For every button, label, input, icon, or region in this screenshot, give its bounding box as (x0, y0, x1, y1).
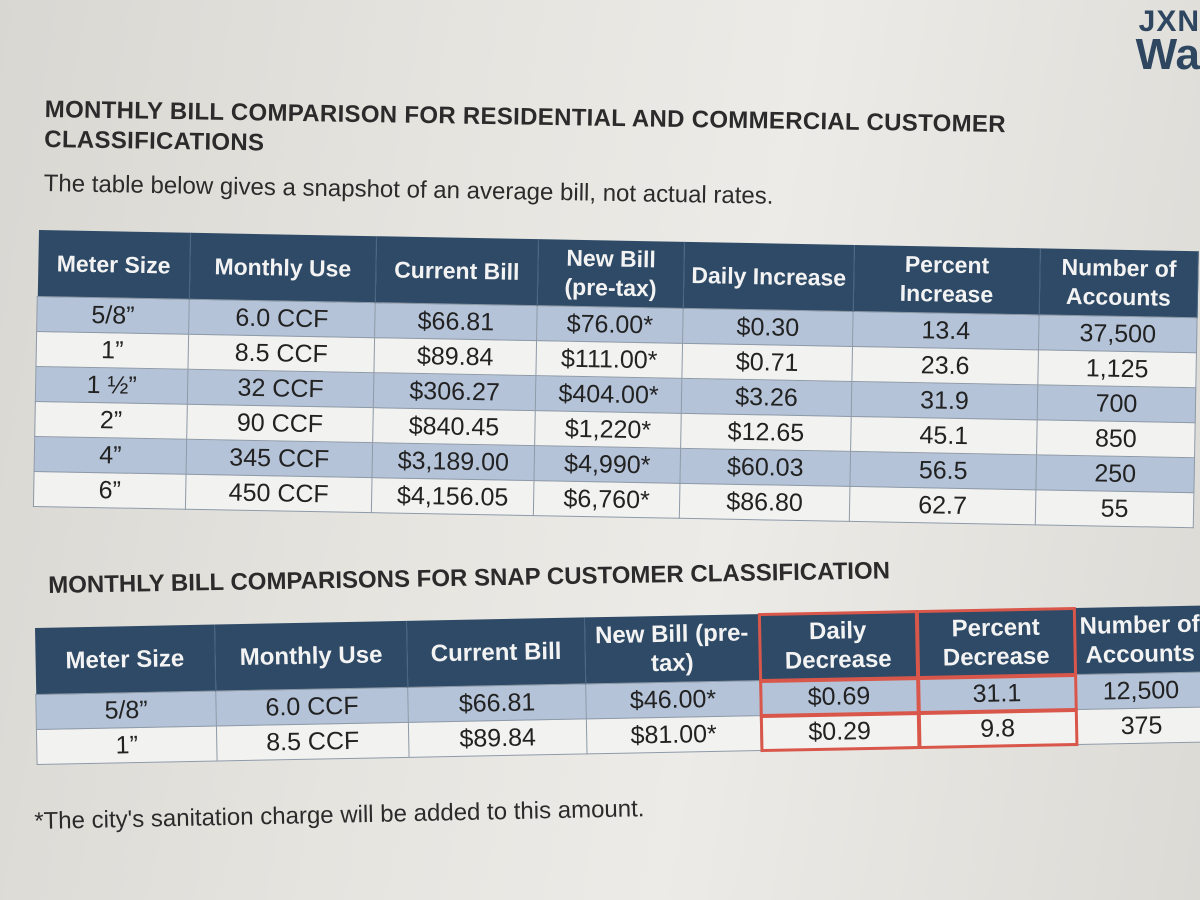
table-cell: 62.7 (849, 486, 1036, 524)
table-cell: $86.80 (679, 483, 850, 521)
table-cell: $3.26 (681, 378, 852, 416)
table-cell: 700 (1037, 385, 1196, 423)
table-cell: 1” (36, 331, 189, 369)
column-header: Meter Size (34, 625, 215, 695)
table-cell: 850 (1037, 420, 1196, 458)
table-cell: $840.45 (373, 408, 536, 446)
table-cell: 6.0 CCF (189, 299, 376, 337)
table-body (33, 296, 1197, 527)
table-cell: 8.5 CCF (188, 334, 375, 372)
table-cell: 4” (34, 436, 187, 474)
table-cell: 1 ½” (35, 366, 188, 404)
table-cell: 1,125 (1038, 350, 1197, 388)
table-cell: 5/8” (37, 296, 190, 334)
table-cell: 55 (1035, 490, 1194, 528)
column-header: Number of Accounts (1039, 248, 1198, 317)
table-cell: 6.0 CCF (216, 687, 409, 726)
table-cell: $66.81 (408, 684, 587, 722)
column-header: Monthly Use (189, 233, 376, 303)
table-cell: 45.1 (851, 416, 1038, 454)
column-header: Number of Accounts (1074, 606, 1200, 675)
table-cell: 2” (35, 401, 188, 439)
table-cell: 31.1 (918, 675, 1077, 713)
table-cell: 12,500 (1076, 672, 1200, 709)
table-cell: 5/8” (36, 691, 217, 729)
section1-subtitle: The table below gives a snapshot of an average bill, not actual rates. (43, 170, 774, 210)
table-cell: $4,990* (534, 446, 681, 484)
column-header: Current Bill (375, 236, 538, 305)
table-cell: $46.00* (586, 681, 761, 719)
table-cell: $111.00* (536, 341, 683, 379)
table-cell: $3,189.00 (372, 443, 535, 481)
table-cell: $89.84 (408, 719, 587, 757)
table-cell: $76.00* (537, 306, 684, 344)
table-cell: 31.9 (851, 381, 1038, 419)
table-cell: $12.65 (681, 413, 852, 451)
table-cell: 345 CCF (186, 439, 373, 477)
section2-heading: MONTHLY BILL COMPARISONS FOR SNAP CUSTOMER CLASSIFICATION (48, 557, 891, 599)
table-cell: 13.4 (853, 311, 1040, 349)
table-cell: $0.71 (682, 343, 853, 381)
column-header: Monthly Use (214, 621, 407, 691)
footnote: *The city's sanitation charge will be added to this amount. (34, 795, 645, 835)
table-cell: 6” (33, 471, 186, 509)
snap-table (34, 606, 1200, 765)
column-header: New Bill (pre-tax) (584, 614, 759, 684)
table-cell: $1,220* (535, 411, 682, 449)
table-cell: $306.27 (373, 373, 536, 411)
table-cell: 37,500 (1038, 315, 1197, 353)
column-header: Meter Size (37, 230, 190, 299)
table-cell: $66.81 (375, 303, 538, 341)
table-cell: $4,156.05 (371, 478, 534, 516)
table-cell: 375 (1076, 707, 1200, 744)
column-header: Daily Decrease (758, 611, 917, 681)
section1-heading: MONTHLY BILL COMPARISON FOR RESIDENTIAL AND COMMERCIAL CUSTOMER CLASSIFICATIONS (44, 95, 1007, 157)
column-header: Current Bill (406, 617, 585, 687)
table-cell: 90 CCF (187, 404, 374, 442)
table-cell: $404.00* (535, 376, 682, 414)
column-header: Daily Increase (683, 242, 854, 312)
column-header: New Bill (pre-tax) (537, 239, 684, 308)
table-cell: $0.30 (683, 308, 854, 346)
table-cell: 450 CCF (185, 474, 372, 512)
table-cell: $0.29 (760, 713, 919, 751)
table-cell: 23.6 (852, 346, 1039, 384)
table-cell: $60.03 (680, 448, 851, 486)
table-cell: 250 (1036, 455, 1195, 493)
table-cell: 56.5 (850, 451, 1037, 489)
column-header: Percent Decrease (916, 608, 1075, 678)
logo-line-1: JXN (1138, 8, 1200, 38)
snap-table-wrapper (34, 606, 1200, 765)
table-cell: $6,760* (533, 481, 680, 519)
table-cell: $0.69 (760, 678, 919, 716)
table-cell: $81.00* (586, 716, 761, 754)
logo-line-2: Wa (1135, 30, 1200, 75)
cut-off-text-fragment (560, 886, 860, 900)
residential-commercial-table (33, 230, 1199, 528)
table-cell: 1” (36, 726, 217, 764)
residential-commercial-table-wrapper (33, 230, 1199, 528)
table-cell: 9.8 (918, 710, 1077, 748)
logo (1110, 8, 1200, 75)
table-cell: 32 CCF (187, 369, 374, 407)
table-cell: 8.5 CCF (216, 722, 409, 761)
column-header: Percent Increase (853, 245, 1040, 315)
table-cell: $89.84 (374, 338, 537, 376)
